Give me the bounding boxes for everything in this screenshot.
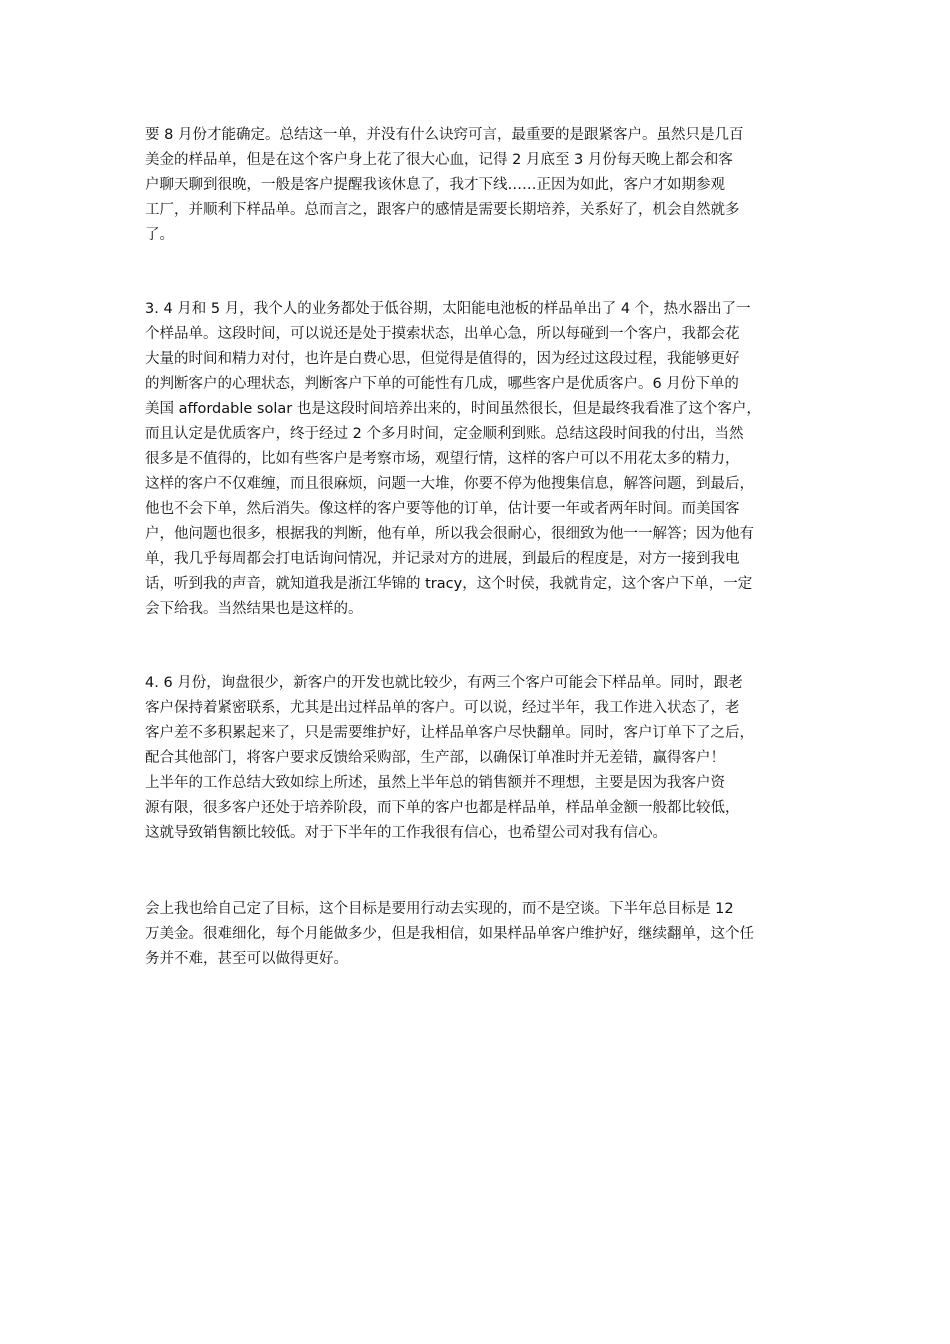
paragraph-sample-order-summary: [145, 123, 810, 248]
text-line: 个样品单。这段时间，可以说还是处于摸索状态，出单心急，所以每碰到一个客户，我都会花: [145, 326, 740, 342]
text-line: 单，我几乎每周都会打电话询问情况，并记录对方的进展，到最后的程度是，对方一接到我电: [145, 551, 740, 567]
text-line: 上半年的工作总结大致如综上所述，虽然上半年总的销售额并不理想，主要是因为我客户资: [145, 775, 725, 791]
text-line: 会下给我。当然结果也是这样的。: [145, 601, 363, 617]
text-line: 工厂，并顺利下样品单。总而言之，跟客户的感情是需要长期培养，关系好了，机会自然就多: [145, 202, 740, 218]
text-line: 而且认定是优质客户，终于经过 2 个多月时间，定金顺利到账。总结这段时间我的付出，当然: [145, 426, 744, 442]
text-line: 很多是不值得的，比如有些客户是考察市场，观望行情，这样的客户可以不用花太多的精力，: [145, 451, 740, 467]
text-line: 这就导致销售额比较低。对于下半年的工作我很有信心，也希望公司对我有信心。: [145, 825, 667, 841]
text-line: 万美金。很难细化，每个月能做多少，但是我相信，如果样品单客户维护好，继续翻单，这个任: [145, 926, 754, 942]
paragraph-april-may: [145, 297, 810, 622]
text-line: 户，他问题也很多，根据我的判断，他有单，所以我会很耐心，很细致为他一一解答；因为他有: [145, 526, 754, 542]
text-line: 大量的时间和精力对付，也许是白费心思，但觉得是值得的，因为经过这段过程，我能够更好: [145, 351, 740, 367]
text-line: 美金的样品单，但是在这个客户身上花了很大心血，记得 2 月底至 3 月份每天晚上都会和客: [145, 152, 733, 168]
text-line: 会上我也给自己定了目标，这个目标是要用行动去实现的，而不是空谈。下半年总目标是 12: [145, 901, 734, 917]
text-line: 他也不会下单，然后消失。像这样的客户要等他的订单，估计要一年或者两年时间。而美国客: [145, 501, 740, 517]
text-line: 要 8 月份才能确定。总结这一单，并没有什么诀窍可言，最重要的是跟紧客户。虽然只是几百: [145, 127, 744, 143]
text-line: 务并不难，甚至可以做得更好。: [145, 951, 348, 967]
text-line: 4. 6 月份，询盘很少，新客户的开发也就比较少，有两三个客户可能会下样品单。同时，跟老: [145, 675, 743, 691]
text-line: 源有限，很多客户还处于培养阶段，而下单的客户也都是样品单，样品单金额一般都比较低，: [145, 800, 740, 816]
paragraph-june: [145, 671, 810, 846]
text-line: 的判断客户的心理状态，判断客户下单的可能性有几成，哪些客户是优质客户。6 月份下单的: [145, 376, 739, 392]
text-line: 客户保持着紧密联系，尤其是出过样品单的客户。可以说，经过半年，我工作进入状态了，老: [145, 700, 740, 716]
text-line: 这样的客户不仅难缠，而且很麻烦，问题一大堆，你要不停为他搜集信息，解答问题，到最后，: [145, 476, 754, 492]
text-line: 3. 4 月和 5 月，我个人的业务都处于低谷期，太阳能电池板的样品单出了 4 个，热水器出了一: [145, 301, 751, 317]
text-line: 了。: [145, 227, 174, 243]
text-line: 话，听到我的声音，就知道我是浙江华锦的 tracy，这个时侯，我就肯定，这个客户下单，一定: [145, 576, 753, 592]
text-line: 客户差不多积累起来了，只是需要维护好，让样品单客户尽快翻单。同时，客户订单下了之后，: [145, 725, 754, 741]
text-line: 美国 affordable solar 也是这段时间培养出来的，时间虽然很长，但是最终我看准了这个客户，: [145, 401, 761, 417]
text-line: 户聊天聊到很晚，一般是客户提醒我该休息了，我才下线……正因为如此，客户才如期参观: [145, 177, 725, 193]
paragraph-goals: [145, 897, 810, 972]
text-line: 配合其他部门，将客户要求反馈给采购部，生产部，以确保订单准时并无差错，赢得客户！: [145, 750, 725, 766]
